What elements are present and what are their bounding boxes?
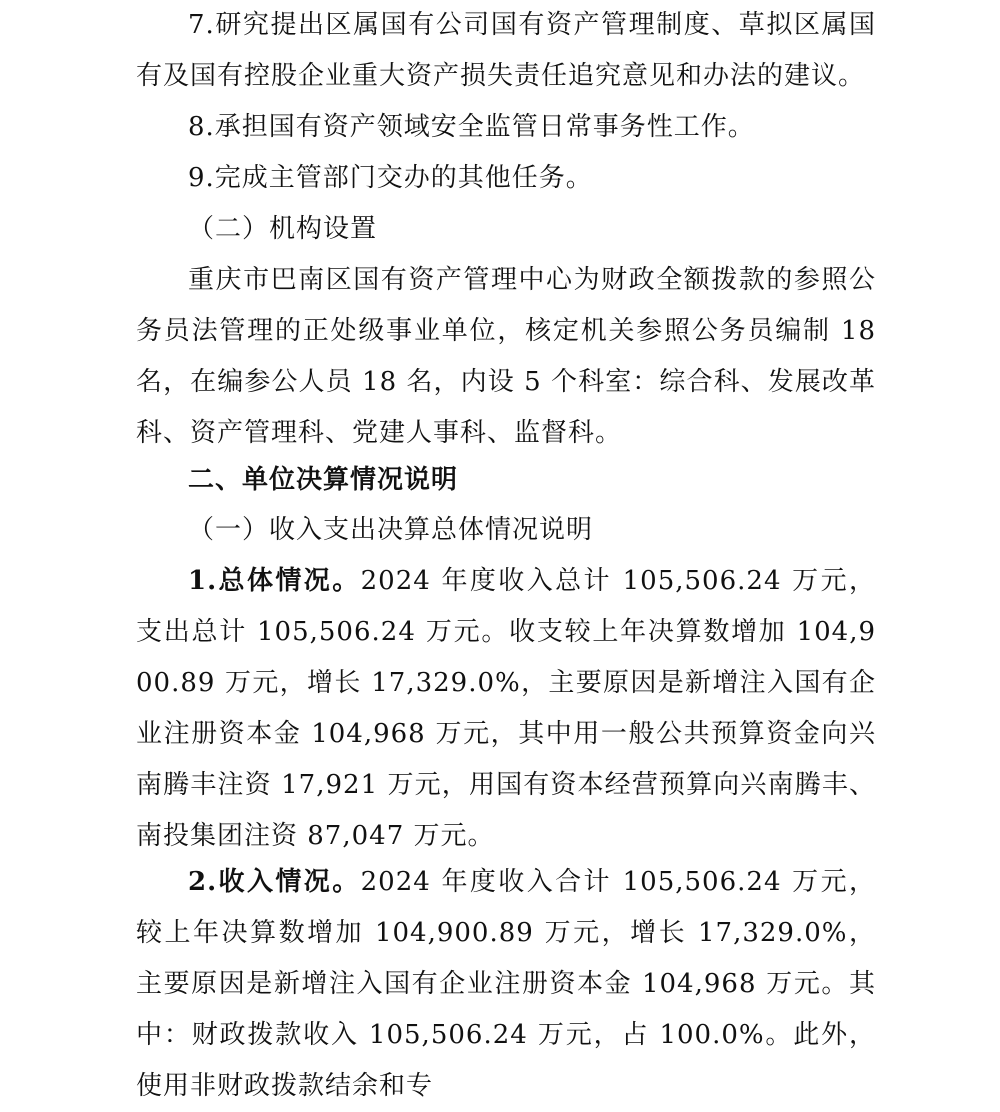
income-text: 2024 年度收入合计 105,506.24 万元，较上年决算数增加 104,900.89 万元，增长 17,329.0%，主要原因是新增注入国有企业注册资本金 104,968 万元。其中：财政拨款收入 105,506.24 万元，占 100.0%。此外，使用非财政拨款结余和专: [136, 867, 876, 1101]
section-two-title: 二、单位决算情况说明: [188, 465, 459, 495]
subsection-one-title: （一）收入支出决算总体情况说明: [188, 515, 594, 545]
overall-lead: 1.总体情况。: [188, 566, 361, 596]
org-paragraph: 重庆市巴南区国有资产管理中心为财政全额拨款的参照公务员法管理的正处级事业单位，核定机关参照公务员编制 18 名，在编参公人员 18 名，内设 5 个科室：综合科、发展改革科、资产管理科、党建人事科、监督科。: [136, 265, 876, 448]
income-paragraph: [136, 857, 876, 1112]
overall-text: 2024 年度收入总计 105,506.24 万元，支出总计 105,506.24 万元。收支较上年决算数增加 104,900.89 万元，增长 17,329.0%，主要原因是新增注入国有企业注册资本金 104,968 万元，其中用一般公共预算资金向兴南腾丰注资 17,921 万元，用国有资本经营预算向兴南腾丰、南投集团注资 87,047 万元。: [136, 566, 876, 851]
item-9: 9.完成主管部门交办的其他任务。: [188, 163, 593, 193]
item-8: 8.承担国有资产领域安全监管日常事务性工作。: [188, 112, 755, 142]
overall-paragraph: [136, 556, 876, 862]
income-lead: 2.收入情况。: [188, 867, 361, 897]
item-7: 7.研究提出区属国有公司国有资产管理制度、草拟区属国有及国有控股企业重大资产损失责任追究意见和办法的建议。: [136, 10, 876, 91]
section-org-title: （二）机构设置: [188, 214, 378, 244]
